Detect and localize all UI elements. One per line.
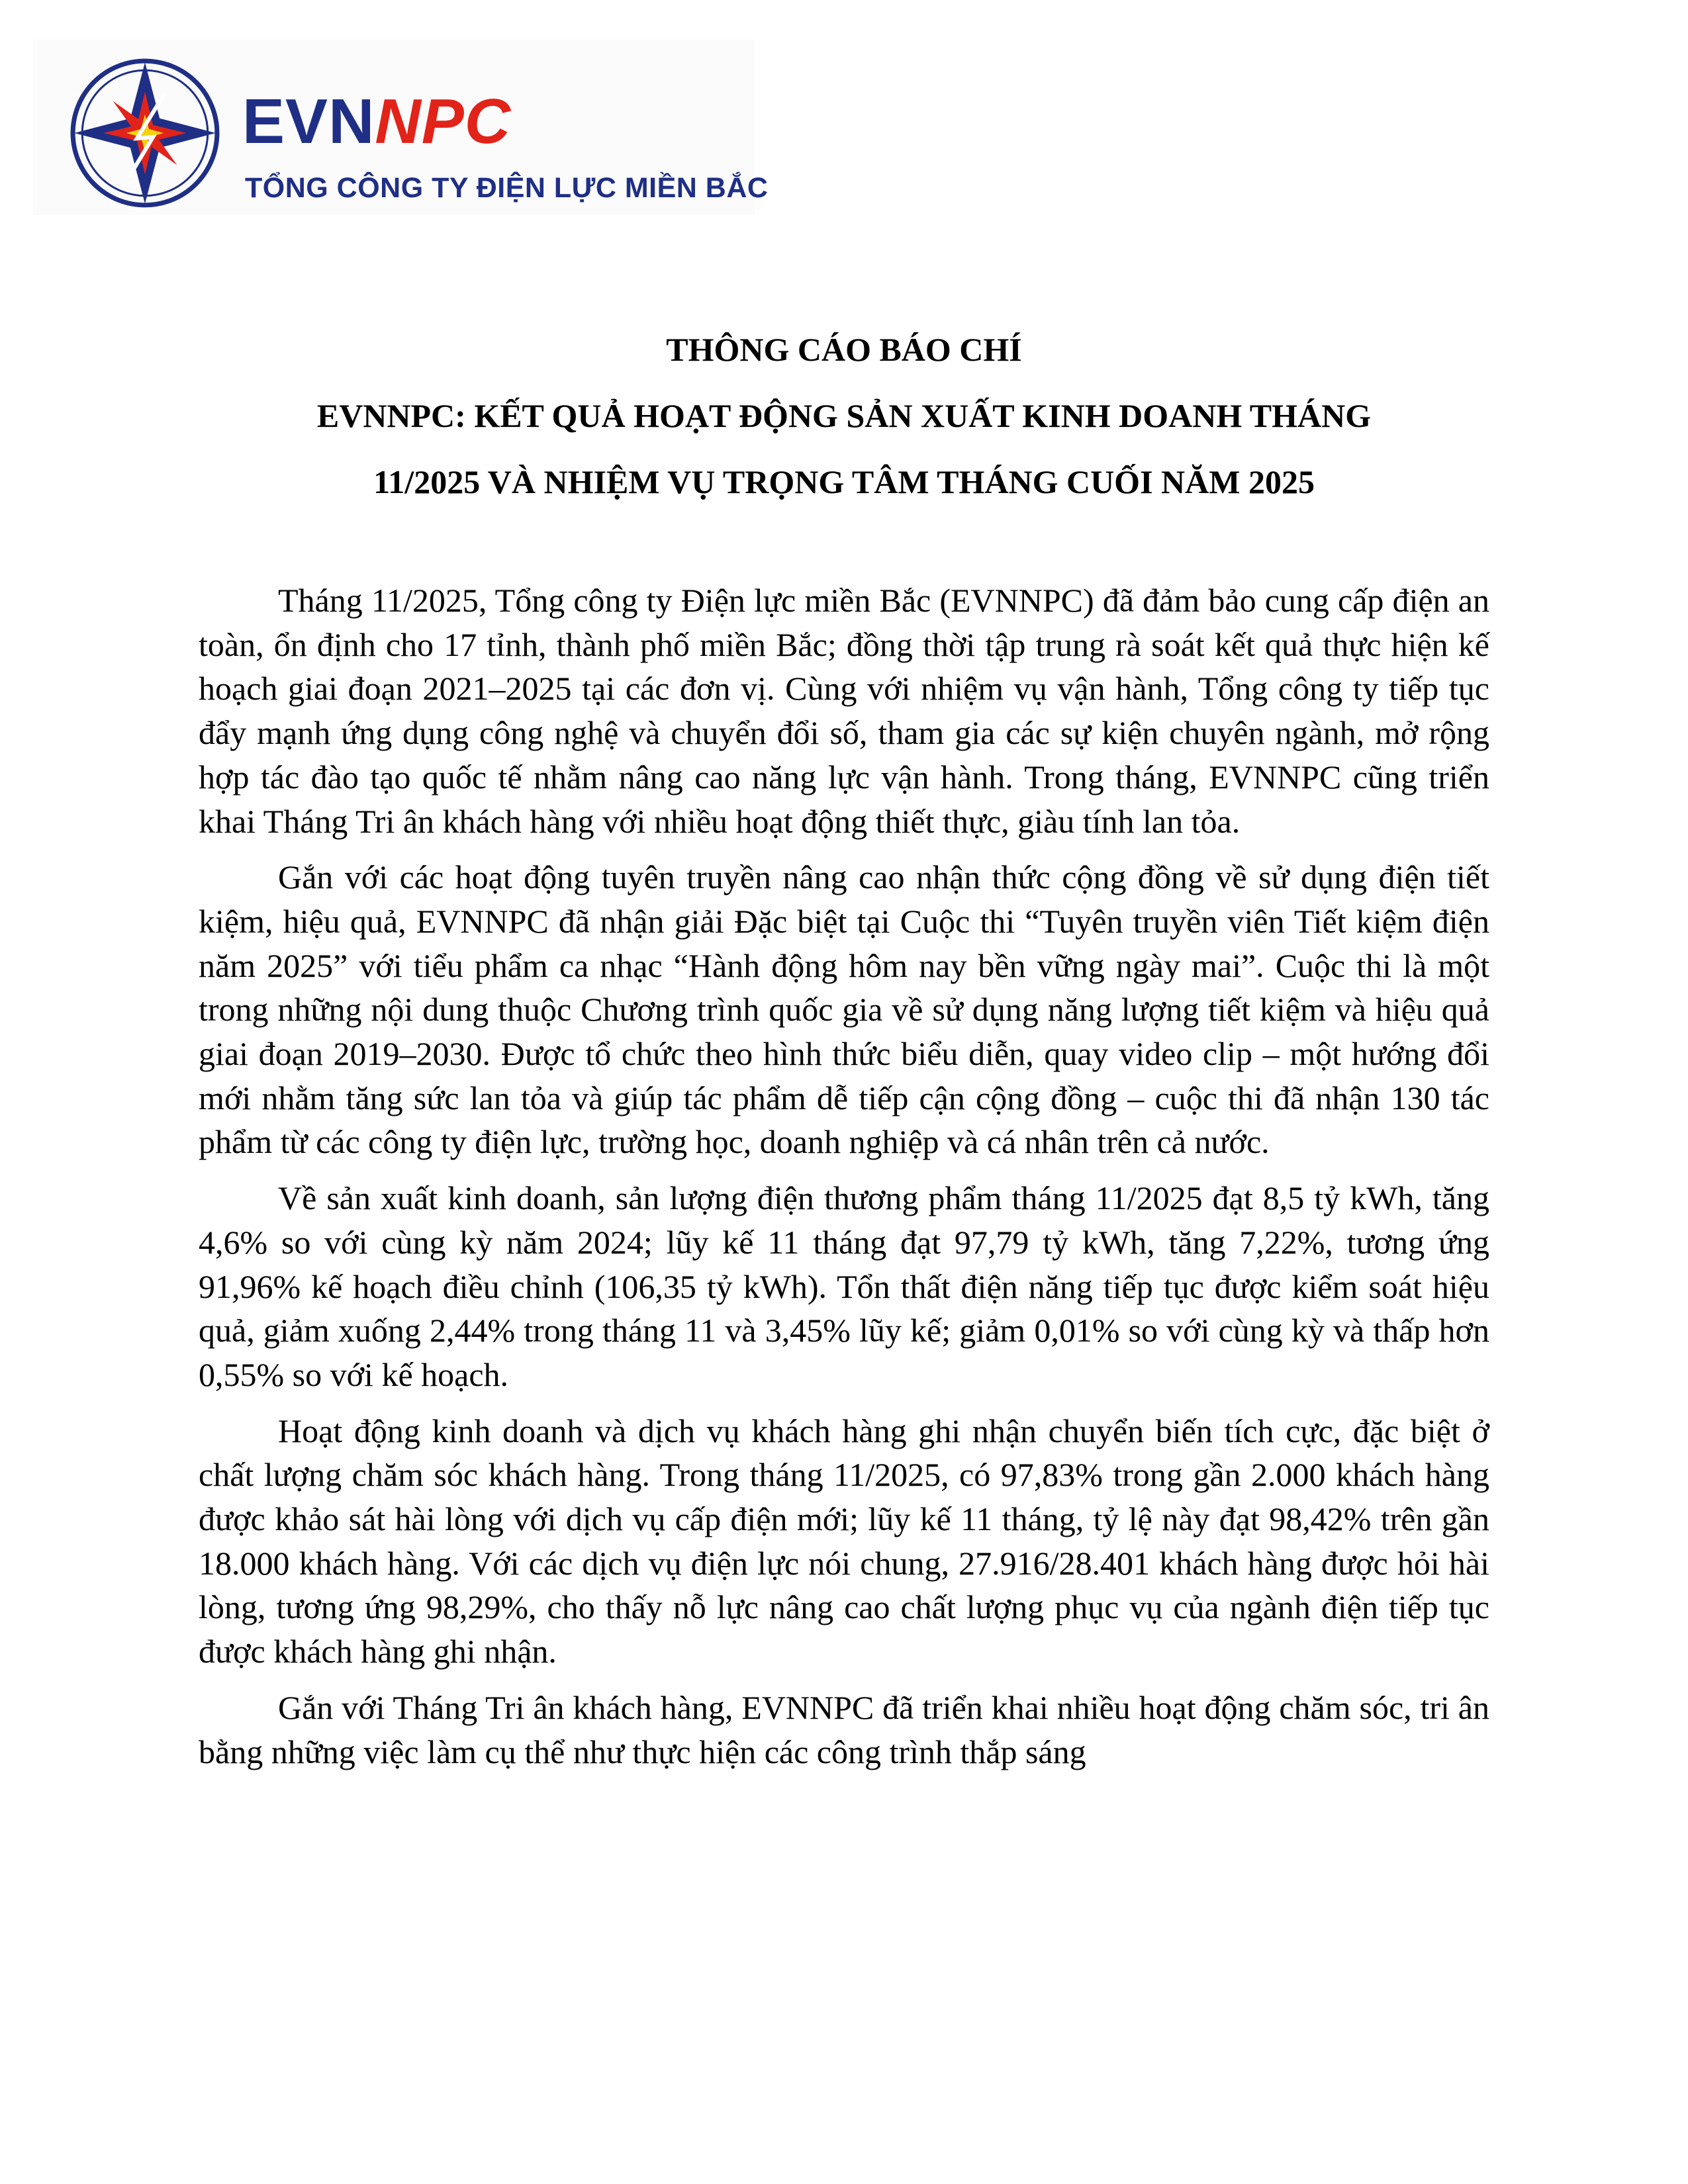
brand-name-evn: EVN <box>242 86 375 157</box>
document-title <box>199 316 1489 515</box>
evn-logo-icon <box>65 53 225 213</box>
company-name: TỔNG CÔNG TY ĐIỆN LỰC MIỀN BẮC <box>245 172 769 204</box>
body-paragraph: Hoạt động kinh doanh và dịch vụ khách hàng ghi nhận chuyển biến tích cực, đặc biệt ở chất lượng chăm sóc khách hàng. Trong tháng 11/2025, có 97,83% trong gần 2.000 khách hàng được khảo sát hài lòng với dịch vụ cấp điện mới; lũy kế 11 tháng, tỷ lệ này đạt 98,42% trên gần 18.000 khách hàng. Với các dịch vụ điện lực nói chung, 27.916/28.401 khách hàng được hỏi hài lòng, tương ứng 98,29%, cho thấy nỗ lực nâng cao chất lượng phục vụ của ngành điện tiếp tục được khách hàng ghi nhận. <box>199 1412 1489 1670</box>
body-paragraph: Về sản xuất kinh doanh, sản lượng điện thương phẩm tháng 11/2025 đạt 8,5 tỷ kWh, tăng 4,6% so với cùng kỳ năm 2024; lũy kế 11 tháng đạt 97,79 tỷ kWh, tăng 7,22%, tương ứng 91,96% kế hoạch điều chỉnh (106,35 tỷ kWh). Tổn thất điện năng tiếp tục được kiểm soát hiệu quả, giảm xuống 2,44% trong tháng 11 và 3,45% lũy kế; giảm 0,01% so với cùng kỳ và thấp hơn 0,55% so với kế hoạch. <box>199 1179 1489 1393</box>
press-release-heading: THÔNG CÁO BÁO CHÍ <box>666 331 1022 368</box>
brand-name-npc: NPC <box>375 86 512 157</box>
body-paragraph: Gắn với các hoạt động tuyên truyền nâng cao nhận thức cộng đồng về sử dụng điện tiết kiệm, hiệu quả, EVNNPC đã nhận giải Đặc biệt tại Cuộc thi “Tuyên truyền viên Tiết kiệm điện năm 2025” với tiểu phẩm ca nhạc “Hành động hôm nay bền vững ngày mai”. Cuộc thi là một trong những nội dung thuộc Chương trình quốc gia về sử dụng năng lượng tiết kiệm và hiệu quả giai đoạn 2019–2030. Được tổ chức theo hình thức biểu diễn, quay video clip – một hướng đổi mới nhằm tăng sức lan tỏa và giúp tác phẩm dễ tiếp cận cộng đồng – cuộc thi đã nhận 130 tác phẩm từ các công ty điện lực, trường học, doanh nghiệp và cá nhân trên cả nước. <box>199 858 1489 1161</box>
document-body <box>199 578 1489 1786</box>
title-line-1: EVNNPC: KẾT QUẢ HOẠT ĐỘNG SẢN XUẤT KINH DOANH THÁNG <box>316 397 1372 434</box>
title-line-2: 11/2025 VÀ NHIỆM VỤ TRỌNG TÂM THÁNG CUỐI NĂM 2025 <box>373 463 1315 500</box>
brand-wordmark <box>242 86 512 157</box>
body-paragraph: Tháng 11/2025, Tổng công ty Điện lực miền Bắc (EVNNPC) đã đảm bảo cung cấp điện an toàn, ổn định cho 17 tỉnh, thành phố miền Bắc; đồng thời tập trung rà soát kết quả thực hiện kế hoạch giai đoạn 2021–2025 tại các đơn vị. Cùng với nhiệm vụ vận hành, Tổng công ty tiếp tục đẩy mạnh ứng dụng công nghệ và chuyển đổi số, tham gia các sự kiện chuyên ngành, mở rộng hợp tác đào tạo quốc tế nhằm nâng cao năng lực vận hành. Trong tháng, EVNNPC cũng triển khai Tháng Tri ân khách hàng với nhiều hoạt động thiết thực, giàu tính lan tỏa. <box>199 582 1489 840</box>
body-paragraph: Gắn với Tháng Tri ân khách hàng, EVNNPC đã triển khai nhiều hoạt động chăm sóc, tri ân bằng những việc làm cụ thể như thực hiện các công trình thắp sáng <box>199 1688 1489 1770</box>
letterhead <box>33 40 769 215</box>
